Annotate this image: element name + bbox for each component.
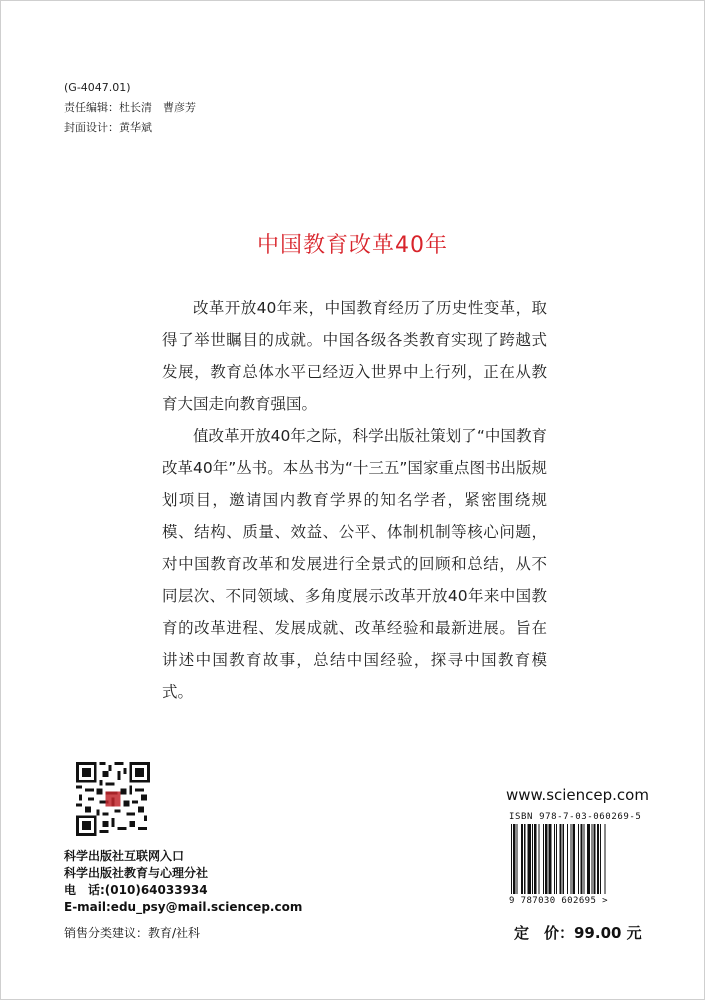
- barcode-bar: [524, 824, 525, 894]
- barcode-bar: [548, 824, 551, 894]
- isbn-text: ISBN 978-7-03-060269-5: [509, 812, 642, 822]
- book-code: (G-4047.01): [64, 81, 131, 94]
- publisher-branch: 科学出版社教育与心理分社: [64, 866, 209, 880]
- barcode-bar: [591, 824, 592, 894]
- barcode-bar: [554, 824, 555, 894]
- barcode-bar: [567, 824, 568, 894]
- barcode-bar: [543, 824, 544, 894]
- barcode-bar: [578, 824, 579, 894]
- barcode-bar: [532, 824, 533, 894]
- publisher-phone: 电 话:(010)64033934: [64, 883, 208, 897]
- barcode-bar: [573, 824, 575, 894]
- sales-category: 销售分类建议：教育/社科: [64, 926, 201, 940]
- barcode-bar: [584, 824, 585, 894]
- publisher-email[interactable]: E-mail:edu_psy@mail.sciencep.com: [64, 900, 303, 914]
- barcode-bar: [594, 824, 596, 894]
- barcode-bar: [556, 824, 557, 894]
- book-meta: [64, 78, 196, 138]
- barcode-bar: [559, 824, 561, 894]
- barcode-bar: [528, 824, 531, 894]
- barcode-bar: [587, 824, 590, 894]
- barcode-bar: [580, 824, 582, 894]
- editors: 责任编辑：杜长清 曹彦芳: [64, 101, 196, 114]
- barcode-bar: [511, 824, 512, 894]
- barcode-bar: [534, 824, 536, 894]
- barcode-bar: [539, 824, 540, 894]
- description-paragraph-2: 值改革开放40年之际，科学出版社策划了“中国教育改革40年”丛书。本丛书为“十三五”国家重点图书出版规划项目，邀请国内教育学界的知名学者，紧密围绕规模、结构、质量、效益、公平、体制机制等核心问题，对中国教育改革和发展进行全景式的回顾和总结，从不同层次、不同领域、多角度展示改革开放40年来中国教育的改革进程、发展成就、改革经验和最新进展。旨在讲述中国教育故事，总结中国经验，探寻中国教育模式。: [162, 427, 547, 701]
- barcode-digits: 9 787030 602695 >: [509, 896, 608, 906]
- description-paragraph-1: 改革开放40年来，中国教育经历了历史性变革，取得了举世瞩目的成就。中国各级各类教育实现了跨越式发展，教育总体水平已经迈入世界中上行列，正在从教育大国走向教育强国。: [162, 299, 547, 413]
- publisher-portal: 科学出版社互联网入口: [64, 849, 185, 863]
- barcode-bar: [545, 824, 547, 894]
- barcode-bar: [600, 824, 601, 894]
- book-description: [162, 292, 547, 708]
- barcode-bar: [517, 824, 518, 894]
- barcode-bar: [570, 824, 571, 894]
- barcode-bar: [605, 824, 606, 894]
- barcode-bar: [513, 824, 515, 894]
- cover-designer: 封面设计：黄华斌: [64, 121, 152, 134]
- barcode-bar: [563, 824, 564, 894]
- barcode-bar: [597, 824, 599, 894]
- price: 定 价：99.00 元: [514, 924, 642, 942]
- book-title: 中国教育改革40年: [257, 233, 448, 258]
- barcode-bar: [521, 824, 523, 894]
- publisher-website[interactable]: www.sciencep.com: [506, 786, 649, 804]
- qr-code[interactable]: [76, 762, 150, 836]
- publisher-info: [64, 848, 302, 916]
